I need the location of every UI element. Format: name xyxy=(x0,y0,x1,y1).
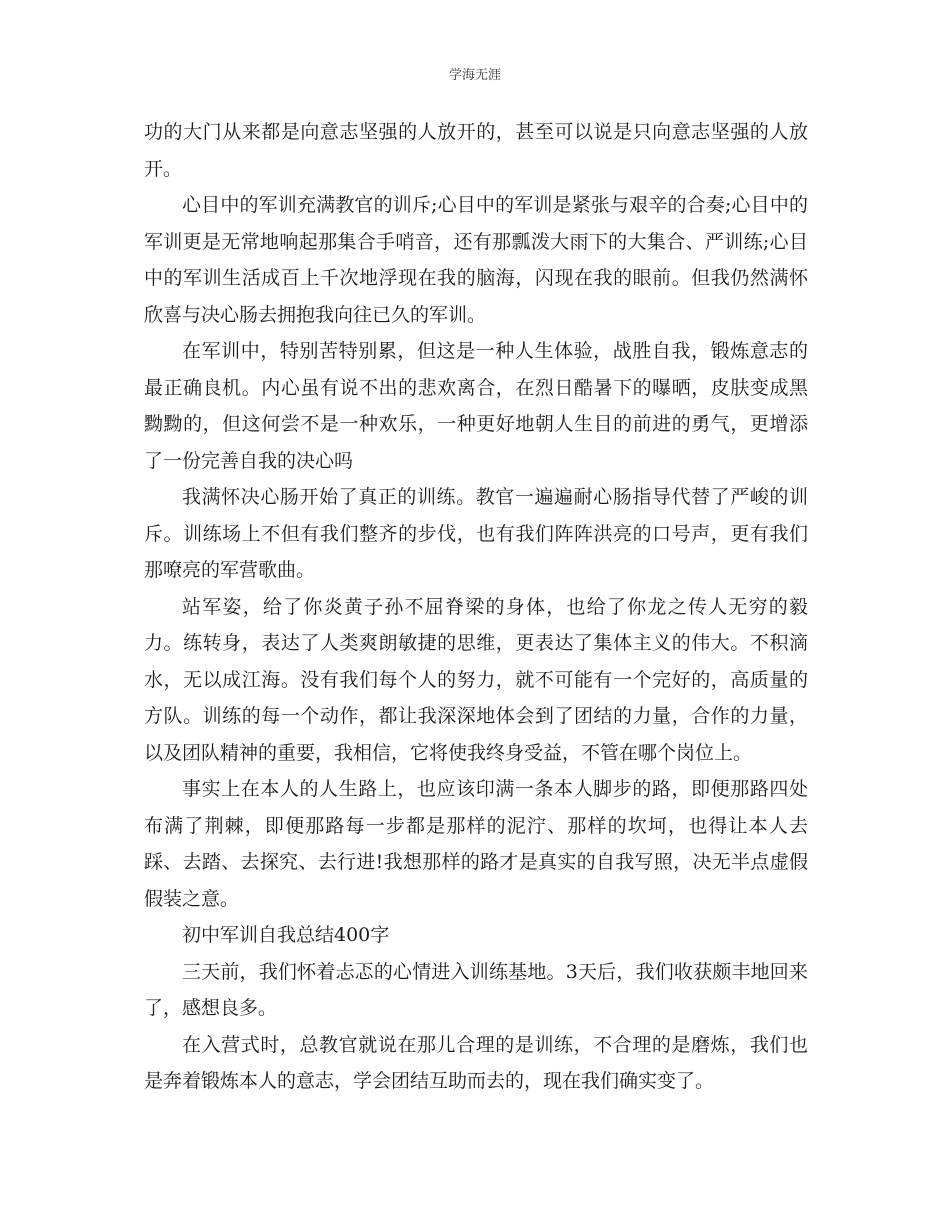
paragraph: 三天前，我们怀着忐忑的心情进入训练基地。3天后，我们收获颇丰地回来了，感想良多。 xyxy=(144,960,808,1019)
paragraph: 在军训中，特别苦特别累，但这是一种人生体验，战胜自我，锻炼意志的最正确良机。内心虽有说不出的悲欢离合，在烈日酷暑下的曝晒，皮肤变成黑黝黝的，但这何尝不是一种欢乐，一种更好地朝人生目的前进的勇气，更增添了一份完善自我的决心吗 xyxy=(144,340,808,472)
paragraph-continuation: 功的大门从来都是向意志坚强的人放开的，甚至可以说是只向意志坚强的人放开。 xyxy=(144,121,808,180)
page-header: 学海无涯 xyxy=(448,68,501,83)
paragraph: 我满怀决心肠开始了真正的训练。教官一遍遍耐心肠指导代替了严峻的训斥。训练场上不但有我们整齐的步伐，也有我们阵阵洪亮的口号声，更有我们那嘹亮的军营歌曲。 xyxy=(144,486,808,581)
paragraph: 心目中的军训充满教官的训斥;心目中的军训是紧张与艰辛的合奏;心目中的军训更是无常地响起那集合手哨音，还有那瓢泼大雨下的大集合、严训练;心目中的军训生活成百上千次地浮现在我的脑海，闪现在我的眼前。但我仍然满怀欣喜与决心肠去拥抱我向往已久的军训。 xyxy=(144,194,808,326)
section-heading: 初中军训自我总结400字 xyxy=(182,924,390,946)
paragraph: 在入营式时，总教官就说在那儿合理的是训练，不合理的是磨炼，我们也是奔着锻炼本人的意志，学会团结互助而去的，现在我们确实变了。 xyxy=(144,1033,808,1092)
document-body xyxy=(144,114,808,1100)
paragraph: 站军姿，给了你炎黄子孙不屈脊梁的身体，也给了你龙之传人无穷的毅力。练转身，表达了人类爽朗敏捷的思维，更表达了集体主义的伟大。不积滴水，无以成江海。没有我们每个人的努力，就不可能有一个完好的，高质量的方队。训练的每一个动作，都让我深深地体会到了团结的力量，合作的力量，以及团队精神的重要，我相信，它将使我终身受益，不管在哪个岗位上。 xyxy=(144,595,808,764)
paragraph: 事实上在本人的人生路上，也应该印满一条本人脚步的路，即便那路四处布满了荆棘，即便那路每一步都是那样的泥泞、那样的坎坷，也得让本人去踩、去踏、去探究、去行进!我想那样的路才是真实的自我写照，决无半点虚假假装之意。 xyxy=(144,778,808,910)
